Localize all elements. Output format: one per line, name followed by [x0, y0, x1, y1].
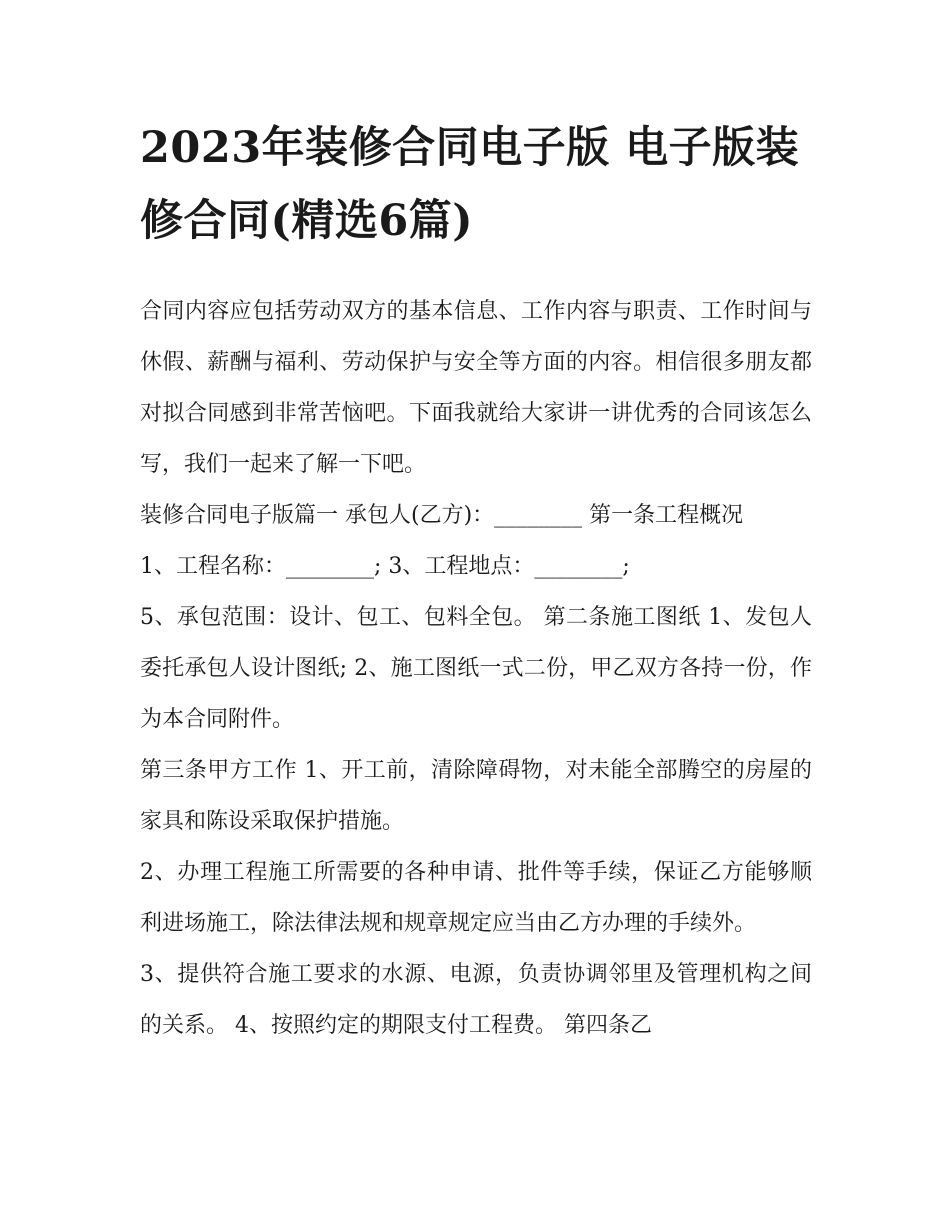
project-name-paragraph: 1、工程名称：________; 3、工程地点：________; [140, 554, 630, 579]
document-title: 2023年装修合同电子版 电子版装修合同(精选6篇) [140, 123, 800, 246]
permits-paragraph: 2、办理工程施工所需要的各种申请、批件等手续，保证乙方能够顺利进场施工，除法律法规和规章规定应当由乙方办理的手续外。 [140, 860, 812, 936]
contract-heading-paragraph: 装修合同电子版篇一 承包人(乙方)：________ 第一条工程概况 [140, 503, 744, 528]
document-page [140, 112, 812, 1051]
party-a-work-paragraph: 第三条甲方工作 1、开工前，清除障碍物，对未能全部腾空的房屋的家具和陈设采取保护措施。 [140, 758, 812, 834]
scope-drawings-paragraph: 5、承包范围：设计、包工、包料全包。 第二条施工图纸 1、发包人委托承包人设计图纸; 2、施工图纸一式二份，甲乙双方各持一份，作为本合同附件。 [140, 605, 812, 732]
intro-paragraph: 合同内容应包括劳动双方的基本信息、工作内容与职责、工作时间与休假、薪酬与福利、劳动保护与安全等方面的内容。相信很多朋友都对拟合同感到非常苦恼吧。下面我就给大家讲一讲优秀的合同该怎么写，我们一起来了解一下吧。 [140, 299, 812, 477]
utilities-paragraph: 3、提供符合施工要求的水源、电源，负责协调邻里及管理机构之间的关系。 4、按照约定的期限支付工程费。 第四条乙 [140, 962, 812, 1038]
